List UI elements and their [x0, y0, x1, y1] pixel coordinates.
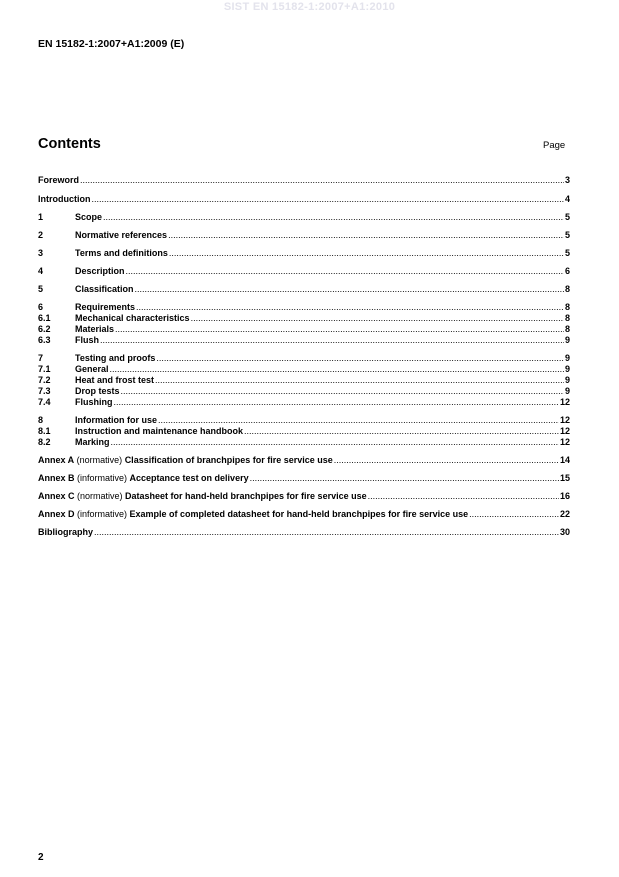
dot-leader — [80, 175, 564, 186]
toc-entry-page: 5 — [564, 230, 570, 240]
toc-entry[interactable] — [38, 426, 570, 437]
toc-entry-title — [38, 491, 367, 502]
toc-entry[interactable] — [38, 230, 570, 241]
toc-entry[interactable] — [38, 313, 570, 324]
toc-entry-title: General — [75, 364, 109, 374]
toc-entry[interactable] — [38, 248, 570, 259]
annex-kind: (informative) — [74, 473, 130, 483]
toc-entry-title: Foreword — [38, 175, 80, 185]
dot-leader — [115, 324, 564, 335]
dot-leader — [126, 266, 564, 277]
toc-entry-page: 5 — [564, 248, 570, 258]
toc-entry-number: 3 — [38, 248, 44, 258]
toc-entry-page: 9 — [564, 386, 570, 396]
toc-entry-title: Mechanical characteristics — [75, 313, 190, 323]
page-number: 2 — [38, 852, 44, 863]
toc-entry-page: 8 — [564, 284, 570, 294]
toc-entry-title: Introduction — [38, 194, 91, 204]
contents-title: Contents — [38, 136, 101, 152]
toc-entry-page: 4 — [564, 194, 570, 204]
toc-entry-title: Terms and definitions — [75, 248, 168, 258]
toc-entry-number: 7.4 — [38, 397, 51, 407]
toc-entry-title: Heat and frost test — [75, 375, 155, 385]
annex-title: Acceptance test on delivery — [129, 473, 249, 483]
toc-entry-title: Materials — [75, 324, 115, 334]
toc-entry-number: 8.2 — [38, 437, 51, 447]
toc-entry-number: 7.2 — [38, 375, 51, 385]
toc-entry-number: 6.1 — [38, 313, 51, 323]
toc-entry[interactable] — [38, 527, 570, 538]
toc-entry[interactable] — [38, 353, 570, 364]
toc-entry[interactable] — [38, 491, 570, 502]
toc-entry[interactable] — [38, 397, 570, 408]
toc-entry[interactable] — [38, 175, 570, 186]
toc-entry-number: 1 — [38, 212, 44, 222]
toc-entry-page: 3 — [564, 175, 570, 185]
toc-entry-page: 5 — [564, 212, 570, 222]
dot-leader — [114, 397, 559, 408]
toc-entry-page: 12 — [559, 415, 570, 425]
dot-leader — [155, 375, 564, 386]
annex-title: Datasheet for hand-held branchpipes for fire service use — [125, 491, 367, 501]
toc-entry-title — [38, 473, 249, 484]
watermark: SIST EN 15182-1:2007+A1:2010 — [223, 1, 396, 13]
annex-label: Annex A — [38, 455, 75, 465]
dot-leader — [110, 364, 564, 375]
toc-entry-title: Description — [75, 266, 125, 276]
dot-leader — [469, 509, 559, 520]
dot-leader — [103, 212, 564, 223]
annex-title: Classification of branchpipes for fire service use — [124, 455, 333, 465]
toc-entry-title: Flush — [75, 335, 99, 345]
toc-entry-number: 8.1 — [38, 426, 51, 436]
toc-entry-page: 30 — [559, 527, 570, 537]
dot-leader — [121, 386, 564, 397]
toc-entry-title: Scope — [75, 212, 103, 222]
toc-entry[interactable] — [38, 455, 570, 466]
dot-leader — [156, 353, 564, 364]
toc-entry-title — [38, 509, 468, 520]
dot-leader — [168, 230, 564, 241]
toc-entry-number: 6.2 — [38, 324, 51, 334]
dot-leader — [158, 415, 559, 426]
toc-entry-title: Flushing — [75, 397, 113, 407]
toc-entry[interactable] — [38, 473, 570, 484]
dot-leader — [334, 455, 559, 466]
toc-entry[interactable] — [38, 335, 570, 346]
dot-leader — [92, 194, 564, 205]
toc-entry-page: 15 — [559, 473, 570, 483]
annex-label: Annex C — [38, 491, 75, 501]
toc-entry-title: Classification — [75, 284, 134, 294]
toc-entry-page: 6 — [564, 266, 570, 276]
toc-entry-page: 8 — [564, 313, 570, 323]
toc-entry-number: 4 — [38, 266, 44, 276]
toc-entry-page: 9 — [564, 353, 570, 363]
dot-leader — [136, 302, 564, 313]
toc-entry-page: 12 — [559, 397, 570, 407]
toc-entry-title: Marking — [75, 437, 110, 447]
dot-leader — [135, 284, 564, 295]
dot-leader — [94, 527, 559, 538]
annex-title: Example of completed datasheet for hand-held branchpipes for fire service use — [129, 509, 469, 519]
toc-entry-page: 14 — [559, 455, 570, 465]
page-column-label: Page — [543, 140, 566, 151]
toc-entry-number: 2 — [38, 230, 44, 240]
toc-entry[interactable] — [38, 415, 570, 426]
dot-leader — [111, 437, 559, 448]
toc-entry[interactable] — [38, 194, 570, 205]
toc-entry-title: Bibliography — [38, 527, 94, 537]
toc-entry-title: Normative references — [75, 230, 168, 240]
annex-kind: (informative) — [74, 509, 130, 519]
toc-entry-page: 9 — [564, 375, 570, 385]
toc-entry-title: Drop tests — [75, 386, 120, 396]
toc-entry[interactable] — [38, 266, 570, 277]
toc-entry-number: 6 — [38, 302, 44, 312]
toc-entry[interactable] — [38, 509, 570, 520]
dot-leader — [250, 473, 559, 484]
toc-entry-number: 6.3 — [38, 335, 51, 345]
toc-entry-number: 7.1 — [38, 364, 51, 374]
toc-entry-title — [38, 455, 333, 466]
annex-label: Annex B — [38, 473, 75, 483]
annex-label: Annex D — [38, 509, 75, 519]
toc-entry-title: Testing and proofs — [75, 353, 156, 363]
toc-entry-title: Information for use — [75, 415, 158, 425]
toc-entry-number: 7 — [38, 353, 44, 363]
toc-entry-page: 9 — [564, 335, 570, 345]
dot-leader — [191, 313, 564, 324]
toc-entry-page: 8 — [564, 324, 570, 334]
toc-entry-number: 8 — [38, 415, 44, 425]
toc-entry-title: Requirements — [75, 302, 136, 312]
annex-kind: (normative) — [74, 491, 126, 501]
toc-entry[interactable] — [38, 364, 570, 375]
toc-entry-page: 22 — [559, 509, 570, 519]
toc-entry-title: Instruction and maintenance handbook — [75, 426, 244, 436]
annex-kind: (normative) — [74, 455, 125, 465]
toc-entry[interactable] — [38, 284, 570, 295]
dot-leader — [368, 491, 559, 502]
toc-entry-page: 9 — [564, 364, 570, 374]
toc-entry-number: 7.3 — [38, 386, 51, 396]
toc-entry-page: 16 — [559, 491, 570, 501]
toc-entry[interactable] — [38, 212, 570, 223]
table-of-contents — [38, 175, 570, 538]
toc-entry[interactable] — [38, 437, 570, 448]
document-header: EN 15182-1:2007+A1:2009 (E) — [38, 38, 185, 50]
toc-entry[interactable] — [38, 302, 570, 313]
dot-leader — [244, 426, 559, 437]
toc-entry[interactable] — [38, 386, 570, 397]
dot-leader — [100, 335, 564, 346]
toc-entry-page: 12 — [559, 426, 570, 436]
toc-entry[interactable] — [38, 324, 570, 335]
toc-entry-number: 5 — [38, 284, 44, 294]
toc-entry-page: 12 — [559, 437, 570, 447]
toc-entry-page: 8 — [564, 302, 570, 312]
dot-leader — [169, 248, 564, 259]
toc-entry[interactable] — [38, 375, 570, 386]
